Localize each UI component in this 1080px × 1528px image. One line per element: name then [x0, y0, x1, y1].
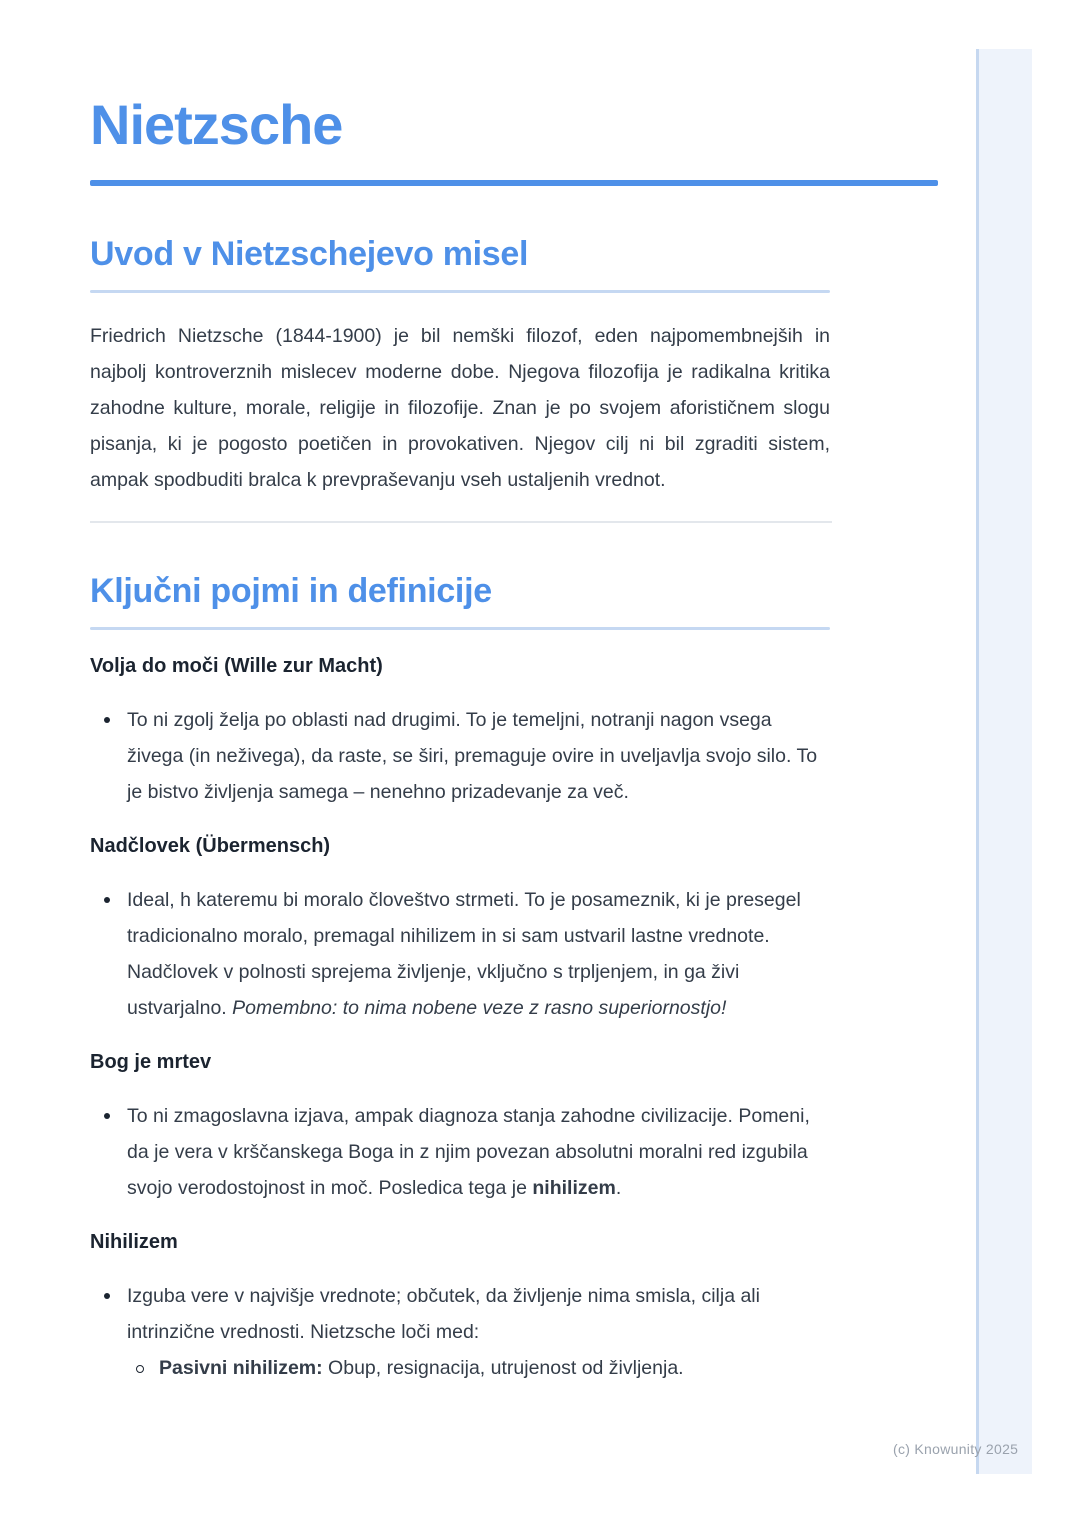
side-stripe — [976, 49, 1032, 1474]
bullet-item — [90, 1278, 830, 1350]
bullet-item — [90, 1098, 830, 1206]
term-title: Nadčlovek (Übermensch) — [90, 835, 331, 857]
bullet-item — [90, 1350, 830, 1386]
text-segment: To ni zmagoslavna izjava, ampak diagnoza stanja zahodne civilizacije. Pomeni, da je vera v krščanskega Boga in z njim povezan absolutni moralni red izgubila svojo verodostojnost in moč. Posledica tega je — [127, 1105, 810, 1199]
copyright-watermark: (c) Knowunity 2025 — [893, 1441, 1019, 1457]
bullet-dot-icon — [104, 1293, 110, 1299]
text-segment: Izguba vere v najvišje vrednote; občutek, da življenje nima smisla, cilja ali intrinzične vrednosti. Nietzsche loči med: — [127, 1285, 760, 1343]
text-segment: Ideal, h kateremu bi moralo človeštvo strmeti. To je posameznik, ki je presegel tradicionalno moralo, premagal nihilizem in si sam ustvaril lastne vrednote. Nadčlovek v polnosti sprejema življenje, vključno s trpljenjem, in ga živi ustvarjalno. — [127, 889, 801, 1019]
bullet-circle-icon — [136, 1365, 144, 1373]
bullet-dot-icon — [104, 897, 110, 903]
section-intro — [90, 234, 832, 498]
term-block — [90, 654, 832, 810]
term-block — [90, 1230, 832, 1386]
bullet-dot-icon — [104, 1113, 110, 1119]
section-heading-rule — [90, 627, 830, 630]
bullet-item — [90, 702, 830, 810]
text-segment: Pomembno: to nima nobene veze z rasno superiornostjo! — [232, 997, 727, 1019]
text-segment: To ni zgolj želja po oblasti nad drugimi. To je temeljni, notranji nagon vsega živega (in neživega), da raste, se širi, premaguje ovire in uveljavlja svojo silo. To je bistvo življenja samega – nenehno prizadevanje za več. — [127, 709, 818, 803]
text-segment: Pasivni nihilizem: — [159, 1357, 323, 1379]
intro-paragraph: Friedrich Nietzsche (1844-1900) je bil nemški filozof, eden najpomembnejših in najbolj kontroverznih mislecev moderne dobe. Njegova filozofija je radikalna kritika zahodne kulture, morale, religije in filozofije. Znan je po svojem aforističnem slogu pisanja, ki je pogosto poetičen in provokativen. Njegov cilj ni bil zgraditi sistem, ampak spodbuditi bralca k prevpraševanju vseh ustaljenih vrednot. — [90, 325, 830, 491]
document-page — [90, 0, 938, 1386]
page-title: Nietzsche — [90, 93, 343, 156]
section-heading-rule — [90, 290, 830, 293]
term-title: Bog je mrtev — [90, 1051, 212, 1073]
bullet-list — [90, 1098, 830, 1206]
bullet-list — [90, 1278, 830, 1386]
text-segment: . — [615, 1177, 622, 1199]
section-divider — [90, 521, 832, 523]
term-block — [90, 1050, 832, 1206]
text-segment: nihilizem — [532, 1177, 616, 1199]
title-rule — [90, 180, 938, 186]
terms-container — [90, 654, 832, 1386]
section-heading-intro: Uvod v Nietzschejevo misel — [90, 235, 529, 273]
term-title: Nihilizem — [90, 1231, 178, 1253]
term-block — [90, 834, 832, 1026]
bullet-list — [90, 702, 830, 810]
text-segment: Obup, resignacija, utrujenost od življenja. — [322, 1357, 684, 1379]
bullet-dot-icon — [104, 717, 110, 723]
bullet-item — [90, 882, 830, 1026]
term-title: Volja do moči (Wille zur Macht) — [90, 655, 383, 677]
section-key-terms — [90, 571, 832, 1386]
section-heading-key-terms: Ključni pojmi in definicije — [90, 572, 492, 610]
bullet-list — [90, 882, 830, 1026]
